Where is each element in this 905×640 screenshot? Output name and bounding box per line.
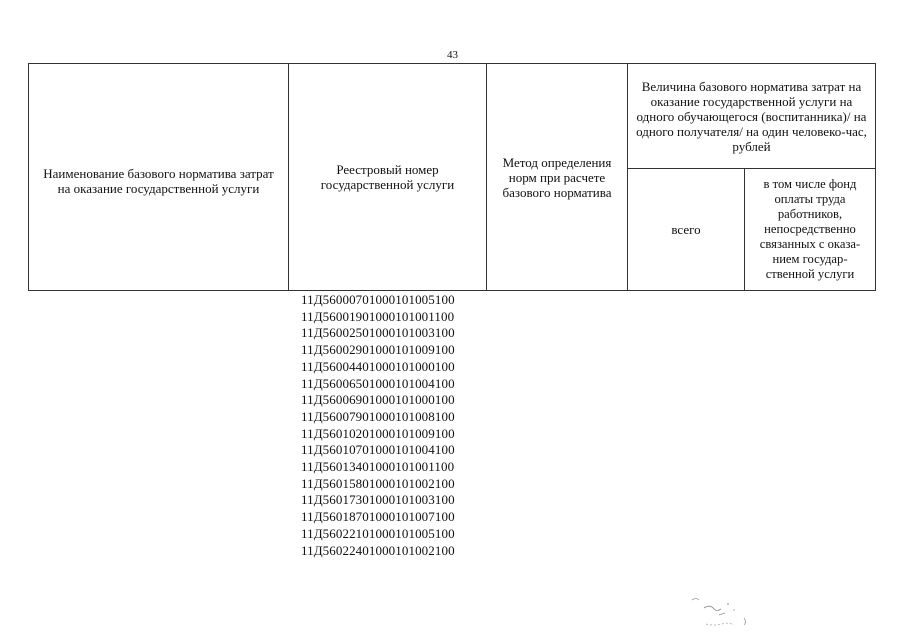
header-label-norm-value: Величина базового норматива затрат на оказание государственной услуги на одного обучающегося (воспитанника)/ на одного получателя/ на один человеко-час, рублей [636,78,867,154]
scan-marks [684,588,764,633]
registry-number: 11Д56006901000101000100 [301,392,455,408]
registry-number: 11Д56001901000101001100 [301,308,455,324]
registry-number: 11Д56002901000101009100 [301,342,455,358]
registry-number: 11Д56013401000101001100 [301,459,455,475]
registry-number: 11Д56007901000101008100 [301,408,455,424]
header-label-registry-number: Реестровый номер государственной услуги [320,162,455,192]
registry-number: 11Д56015801000101002100 [301,475,455,491]
header-cell-total [628,169,745,291]
registry-number: 11Д56017301000101003100 [301,492,455,508]
registry-number: 11Д56004401000101000100 [301,358,455,374]
registry-number: 11Д56022101000101005100 [301,525,455,541]
registry-number: 11Д56010701000101004100 [301,442,455,458]
header-label-norm-name: Наименование базового норматива затрат на оказание государственной услуги [43,166,274,196]
registry-number: 11Д56000701000101005100 [301,292,455,307]
header-cell-norm-name [29,64,289,291]
header-label-total: всего [671,222,701,237]
registry-number: 11Д56022401000101002100 [301,542,455,558]
registry-number: 11Д56006501000101004100 [301,375,455,391]
norms-header-table [28,63,876,291]
registry-number: 11Д56010201000101009100 [301,425,455,441]
registry-number: 11Д56002501000101003100 [301,325,455,341]
page-number: 43 [447,49,458,61]
registry-number: 11Д56018701000101007100 [301,509,455,525]
header-label-method: Метод определения норм при расчете базового норматива [502,154,612,200]
header-cell-including-wage-fund [745,169,876,291]
header-cell-method [487,64,628,291]
header-label-including-wage-fund: в том числе фонд оплаты труда работников, непосредственно связанных с оказа-нием государ-ственной услуги [759,177,861,281]
header-cell-registry-number [289,64,487,291]
header-cell-norm-value [628,64,876,169]
registry-number-list [301,292,455,559]
